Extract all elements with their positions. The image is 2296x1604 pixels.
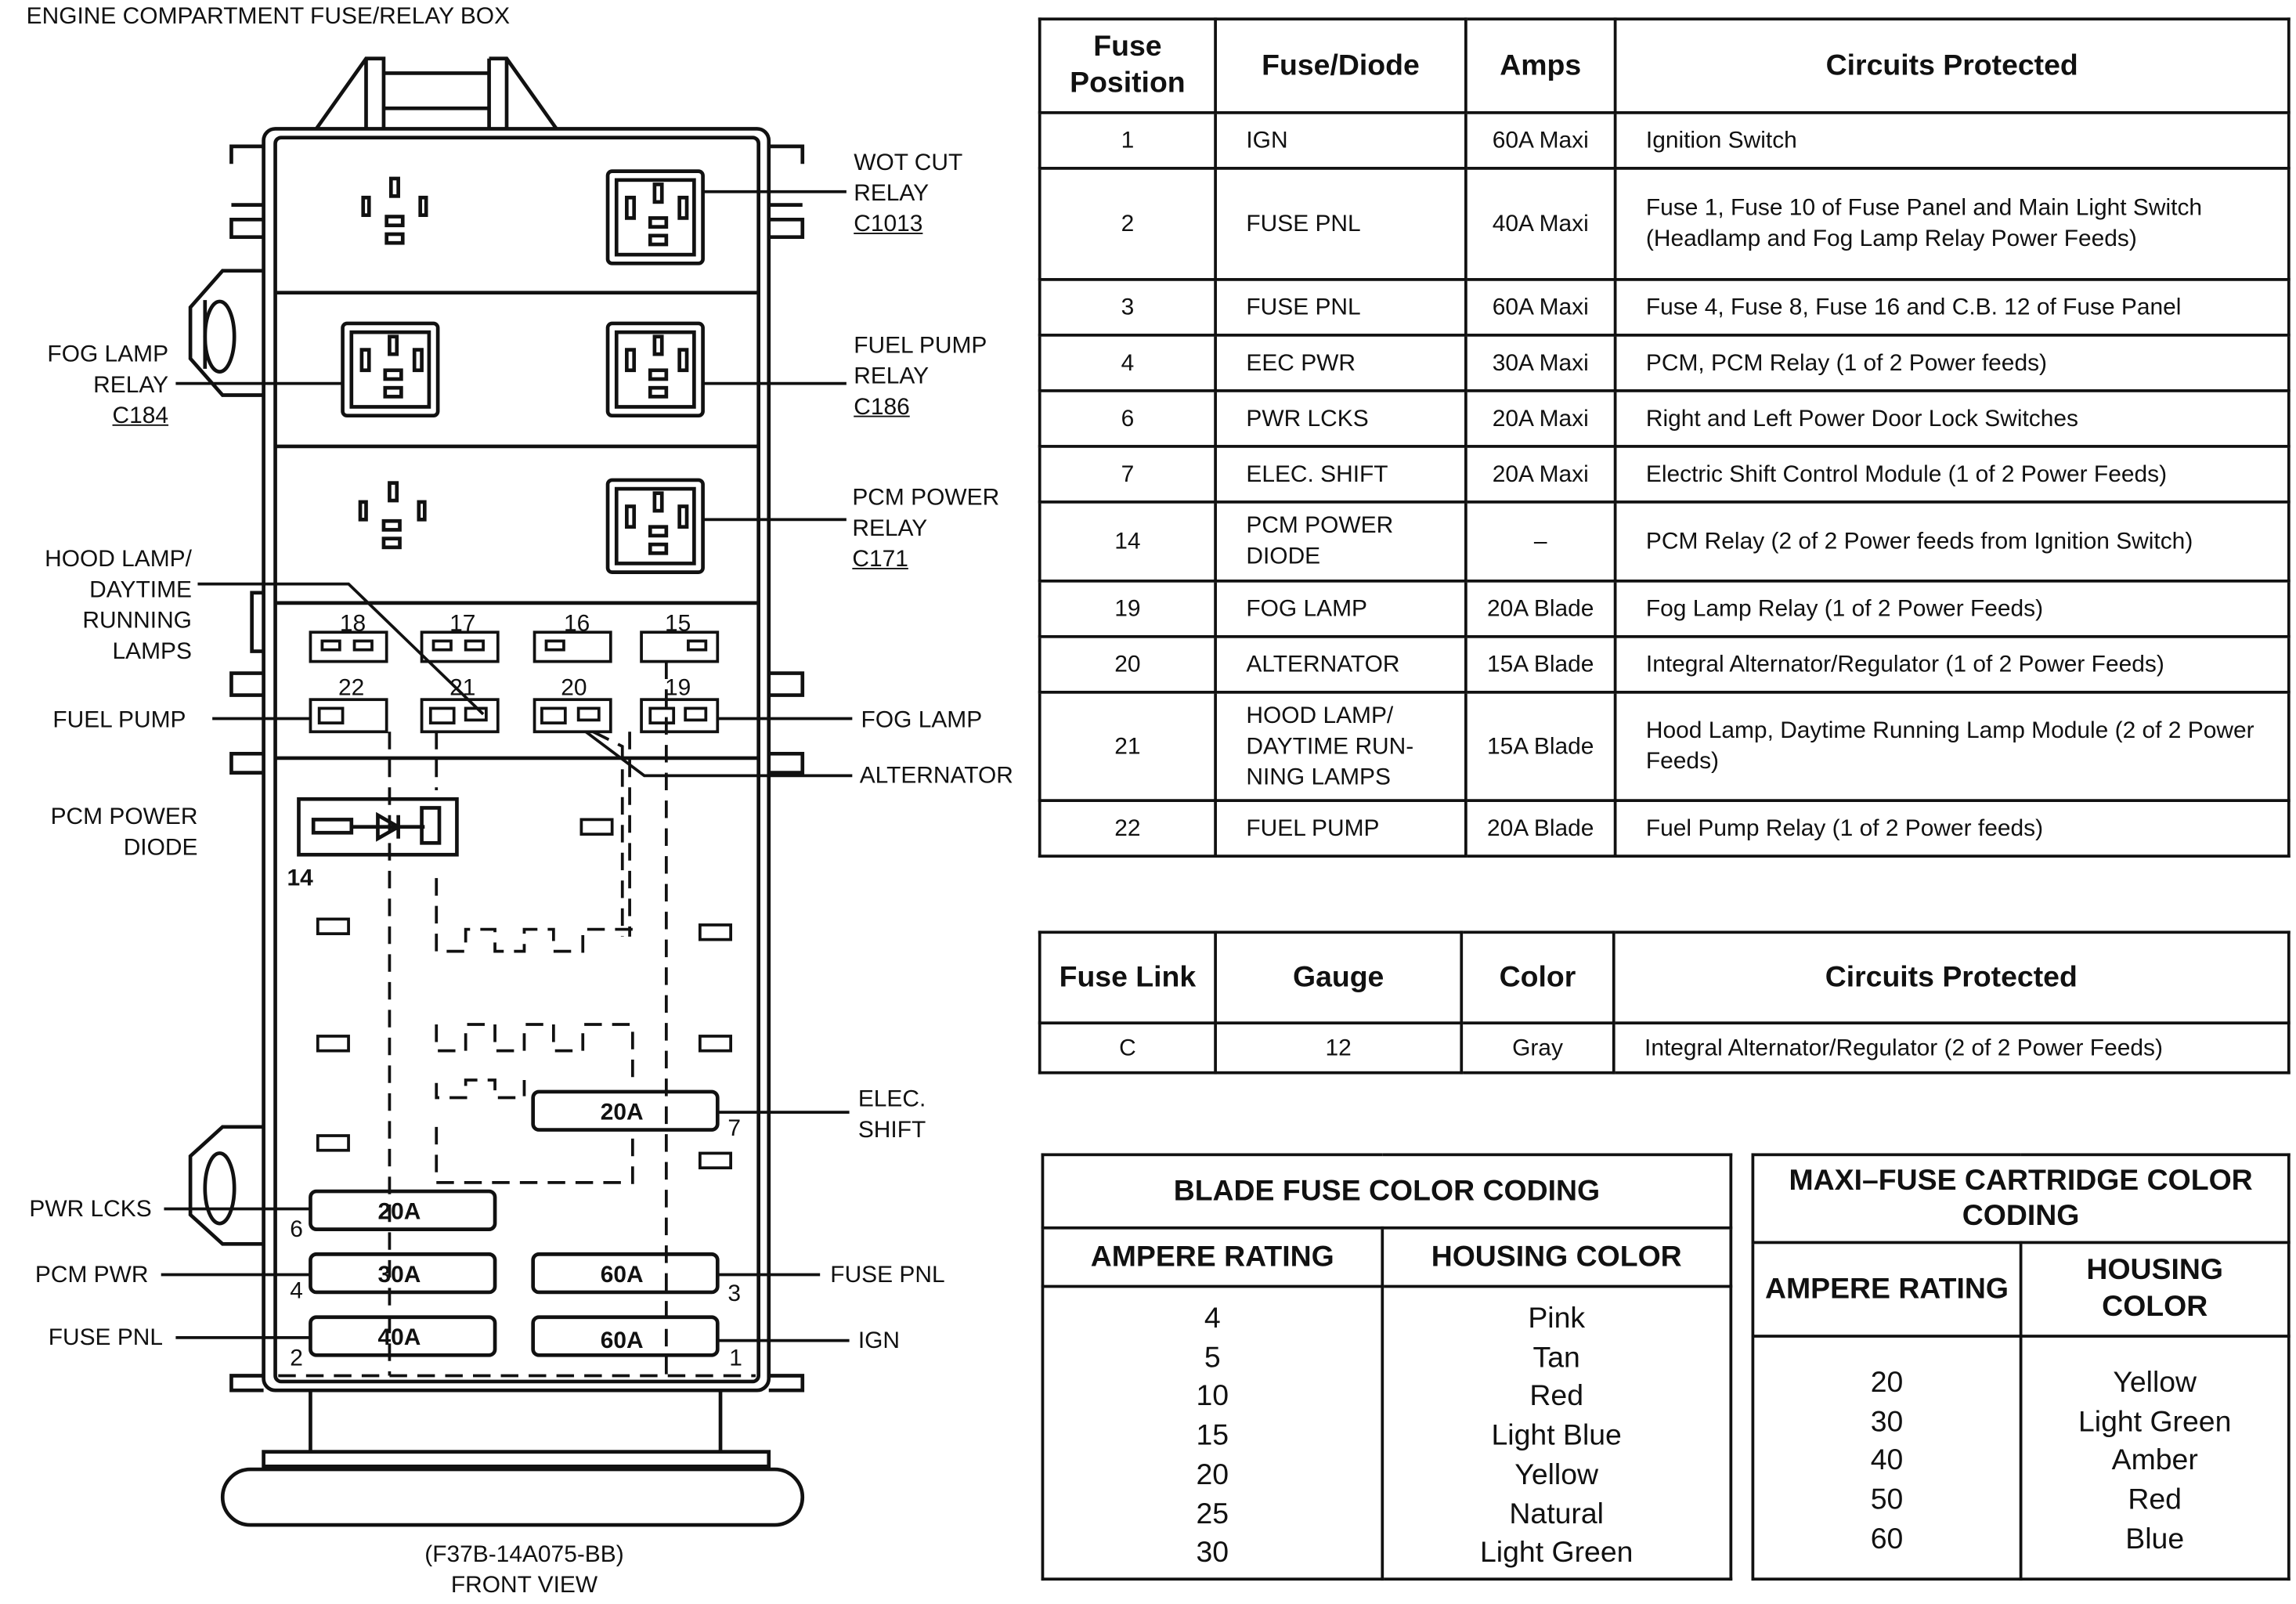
fuse-number: 2 (290, 1346, 303, 1371)
table-row (1040, 692, 2289, 800)
header-fuse-link: Fuse Link (1040, 932, 1215, 1023)
fuse-number: 22 (338, 676, 365, 702)
cell: 20A Blade (1466, 800, 1616, 856)
diagram-title: ENGINE COMPARTMENT FUSE/RELAY BOX (26, 4, 511, 30)
label-elec-shift: ELEC. SHIFT (857, 1087, 926, 1143)
cell: 4 (1040, 335, 1215, 391)
cell: Ignition Switch (1616, 113, 2289, 168)
label-fuse-pnl-left: FUSE PNL (48, 1325, 164, 1351)
fuse-number: 7 (727, 1116, 742, 1142)
header-circuits: Circuits Protected (1614, 932, 2289, 1023)
cell: 21 (1040, 692, 1215, 800)
header-gauge: Gauge (1215, 932, 1461, 1023)
cell: FUEL PUMP (1215, 800, 1466, 856)
table-row (1040, 1023, 2289, 1073)
cell: 2 (1040, 168, 1215, 280)
cell: PCM Relay (2 of 2 Power feeds from Ignition Switch) (1616, 502, 2289, 581)
maxi-table-title: MAXI–FUSE CARTRIDGE COLOR CODING (1753, 1154, 2288, 1242)
cell: 15A Blade (1466, 637, 1616, 692)
header-ampere-rating: AMPERE RATING (1753, 1242, 2020, 1336)
fuse-number: 4 (290, 1279, 303, 1304)
table-row (1040, 113, 2289, 168)
maxi-fuses (310, 1092, 717, 1355)
cell: FOG LAMP (1215, 581, 1466, 637)
fuse-number: 18 (339, 612, 366, 637)
small-terminals (318, 819, 731, 1168)
table-row (1040, 637, 2289, 692)
cell: 20 (1040, 637, 1215, 692)
table-row (1040, 335, 2289, 391)
label-alternator: ALTERNATOR (859, 764, 1013, 789)
maxi-colors-list: Yellow Light Green Amber Red Blue (2021, 1336, 2289, 1579)
cell: HOOD LAMP/ DAYTIME RUN-NING LAMPS (1215, 692, 1466, 800)
relay-fuel-pump (608, 323, 703, 416)
cell: 1 (1040, 113, 1215, 168)
cell: PCM, PCM Relay (1 of 2 Power feeds) (1616, 335, 2289, 391)
cell: FUSE PNL (1215, 280, 1466, 335)
label-pwr-lcks: PWR LCKS (29, 1197, 152, 1223)
label-hood-lamp: HOOD LAMP/ DAYTIME RUNNING LAMPS (45, 547, 192, 665)
header-amps: Amps (1466, 19, 1616, 113)
blade-amps-list: 4 5 10 15 20 25 30 (1042, 1286, 1382, 1579)
fuse-number: 14 (287, 866, 313, 891)
maxi-fuse-rating: 40A (377, 1325, 421, 1351)
pcm-power-diode (298, 799, 457, 854)
label-ign: IGN (857, 1328, 901, 1354)
table-row (1040, 581, 2289, 637)
cell: 14 (1040, 502, 1215, 581)
cell: – (1466, 502, 1616, 581)
maxi-fuse-rating: 60A (600, 1263, 644, 1288)
cell: Fuse 1, Fuse 10 of Fuse Panel and Main Light Switch (Headlamp and Fog Lamp Relay Power Feeds) (1616, 168, 2289, 280)
label-fog-lamp: FOG LAMP (861, 708, 983, 734)
cell: EEC PWR (1215, 335, 1466, 391)
fuse-number: 6 (290, 1217, 303, 1243)
cell: 3 (1040, 280, 1215, 335)
cell: IGN (1215, 113, 1466, 168)
cell: Fuel Pump Relay (1 of 2 Power feeds) (1616, 800, 2289, 856)
cell: 20A Blade (1466, 581, 1616, 637)
fuse-link-table (1038, 930, 2291, 1074)
relay-wot-cut (608, 172, 703, 264)
maxi-fuse-rating: 30A (377, 1263, 421, 1288)
fuse-number: 19 (664, 676, 691, 702)
label-fuel-pump-relay: FUEL PUMP RELAY C186 (854, 334, 987, 421)
blade-fuses (310, 632, 717, 732)
relay-pcm-power (608, 480, 703, 573)
cell: 60A Maxi (1466, 113, 1616, 168)
header-housing-color: HOUSING COLOR (1382, 1228, 1731, 1287)
cell: ALTERNATOR (1215, 637, 1466, 692)
fuse-number: 16 (563, 612, 590, 637)
cell: 20A Maxi (1466, 446, 1616, 502)
cell: PWR LCKS (1215, 391, 1466, 446)
fuse-number: 3 (727, 1281, 742, 1307)
blade-fuse-color-table (1042, 1153, 1733, 1581)
fuse-number: 21 (449, 676, 476, 702)
internal-bus-lines (278, 662, 756, 1376)
cell: 15A Blade (1466, 692, 1616, 800)
fuse-number: 20 (561, 676, 587, 702)
label-fuel-pump: FUEL PUMP (52, 708, 186, 734)
relay-fog-lamp (343, 323, 439, 416)
cell: PCM POWER DIODE (1215, 502, 1466, 581)
maxi-fuse-rating: 20A (600, 1100, 644, 1125)
label-pcm-pwr: PCM PWR (34, 1263, 149, 1288)
maxi-fuse-rating: 60A (600, 1328, 644, 1354)
label-wot-cut-relay: WOT CUT RELAY C1013 (854, 150, 963, 237)
cell: 30A Maxi (1466, 335, 1616, 391)
fuse-number: 15 (664, 612, 691, 637)
cell: Integral Alternator/Regulator (2 of 2 Power Feeds) (1614, 1023, 2289, 1073)
cell: ELEC. SHIFT (1215, 446, 1466, 502)
fuse-number: 17 (449, 612, 476, 637)
cell: 40A Maxi (1466, 168, 1616, 280)
cell: Hood Lamp, Daytime Running Lamp Module (2 of 2 Power Feeds) (1616, 692, 2289, 800)
cell: 7 (1040, 446, 1215, 502)
cell: Gray (1461, 1023, 1613, 1073)
diagram-caption: (F37B-14A075-BB) FRONT VIEW (424, 1542, 624, 1599)
table-row (1040, 446, 2289, 502)
blade-table-title: BLADE FUSE COLOR CODING (1042, 1154, 1731, 1227)
table-row (1040, 280, 2289, 335)
maxi-fuse-color-table (1752, 1153, 2291, 1581)
cell: Integral Alternator/Regulator (1 of 2 Power Feeds) (1616, 637, 2289, 692)
blade-colors-list: Pink Tan Red Light Blue Yellow Natural Light Green (1382, 1286, 1731, 1579)
header-fuse-position: Fuse Position (1040, 19, 1215, 113)
cell: Electric Shift Control Module (1 of 2 Power Feeds) (1616, 446, 2289, 502)
label-pcm-power-diode: PCM POWER DIODE (50, 804, 198, 861)
label-fog-lamp-relay: FOG LAMP RELAY C184 (47, 342, 169, 429)
maxi-amps-list: 20 30 40 50 60 (1753, 1336, 2020, 1579)
table-row (1040, 800, 2289, 856)
cell: 6 (1040, 391, 1215, 446)
cell: 19 (1040, 581, 1215, 637)
cell: 60A Maxi (1466, 280, 1616, 335)
maxi-fuse-rating: 20A (377, 1200, 421, 1226)
label-pcm-power-relay: PCM POWER RELAY C171 (852, 486, 1000, 573)
top-handle (316, 59, 557, 129)
fuse-table (1038, 17, 2291, 858)
table-row (1040, 502, 2289, 581)
header-ampere-rating: AMPERE RATING (1042, 1228, 1382, 1287)
header-color: Color (1461, 932, 1613, 1023)
cell: Right and Left Power Door Lock Switches (1616, 391, 2289, 446)
cell: C (1040, 1023, 1215, 1073)
fuse-number: 1 (729, 1346, 742, 1371)
cell: 12 (1215, 1023, 1461, 1073)
header-housing-color: HOUSING COLOR (2021, 1242, 2289, 1336)
cell: Fuse 4, Fuse 8, Fuse 16 and C.B. 12 of Fuse Panel (1616, 280, 2289, 335)
table-row (1040, 391, 2289, 446)
cell: 22 (1040, 800, 1215, 856)
cell: 20A Maxi (1466, 391, 1616, 446)
header-fuse-diode: Fuse/Diode (1215, 19, 1466, 113)
cell: Fog Lamp Relay (1 of 2 Power Feeds) (1616, 581, 2289, 637)
label-fuse-pnl-right: FUSE PNL (830, 1263, 945, 1288)
base-plate (264, 1452, 769, 1467)
table-row (1040, 168, 2289, 280)
base-foot (222, 1469, 803, 1525)
cell: FUSE PNL (1215, 168, 1466, 280)
header-circuits: Circuits Protected (1616, 19, 2289, 113)
